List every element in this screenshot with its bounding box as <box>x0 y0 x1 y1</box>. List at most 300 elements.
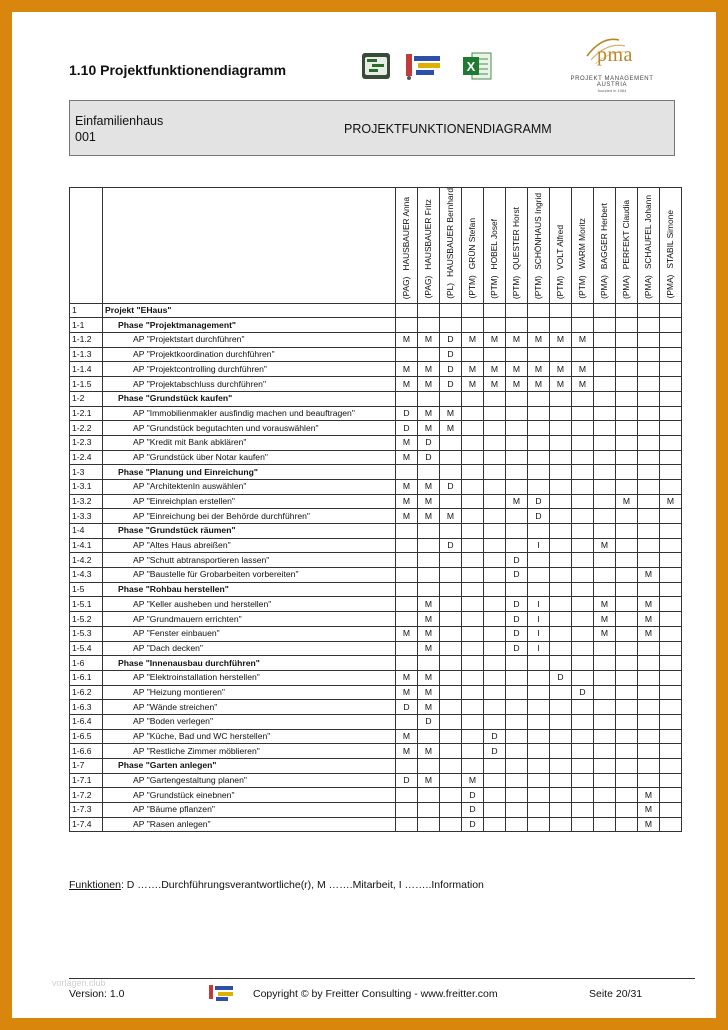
function-cell <box>418 347 440 362</box>
function-cell <box>440 435 462 450</box>
function-cell <box>638 582 660 597</box>
function-cell <box>660 391 682 406</box>
function-cell <box>660 303 682 318</box>
work-package-name: AP "Dach decken" <box>103 641 396 656</box>
function-cell <box>484 538 506 553</box>
function-cell <box>616 641 638 656</box>
row-id: 1-6.3 <box>70 700 103 715</box>
footer-page-number: Seite 20/31 <box>589 988 643 1000</box>
function-cell <box>396 597 418 612</box>
function-cell: M <box>396 362 418 377</box>
table-row <box>70 362 682 377</box>
function-cell <box>616 318 638 333</box>
person-role: (PMA) <box>643 275 653 299</box>
function-cell <box>484 817 506 832</box>
function-cell <box>440 553 462 568</box>
table-row <box>70 568 682 583</box>
project-name-cell: Projekt "EHaus" <box>103 303 396 318</box>
function-cell <box>594 509 616 524</box>
work-package-name: AP "Einreichung bei der Behörde durchführen" <box>103 509 396 524</box>
table-row <box>70 670 682 685</box>
row-id: 1-1.2 <box>70 333 103 348</box>
row-id: 1-4 <box>70 524 103 539</box>
function-cell <box>462 406 484 421</box>
function-cell: M <box>506 494 528 509</box>
function-cell: D <box>396 700 418 715</box>
function-cell <box>660 817 682 832</box>
function-cell <box>550 406 572 421</box>
person-role: (PAG) <box>401 276 411 299</box>
function-cell <box>528 670 550 685</box>
table-row <box>70 641 682 656</box>
function-cell <box>660 612 682 627</box>
table-row <box>70 582 682 597</box>
function-cell <box>638 494 660 509</box>
function-cell <box>594 714 616 729</box>
function-cell <box>616 391 638 406</box>
work-package-name: AP "Grundmauern errichten" <box>103 612 396 627</box>
function-cell <box>440 803 462 818</box>
function-cell <box>572 450 594 465</box>
person-role: (PTM) <box>489 275 499 299</box>
function-cell <box>572 421 594 436</box>
function-cell: M <box>594 597 616 612</box>
function-cell <box>638 421 660 436</box>
row-id: 1-5.4 <box>70 641 103 656</box>
function-cell <box>550 421 572 436</box>
function-cell <box>594 377 616 392</box>
work-package-name: AP "ArchitektenIn auswählen" <box>103 479 396 494</box>
function-cell <box>528 700 550 715</box>
row-id: 1-2.2 <box>70 421 103 436</box>
function-cell <box>638 729 660 744</box>
section-title: 1.10 Projektfunktionendiagramm <box>69 62 287 78</box>
function-cell <box>638 318 660 333</box>
person-header-7 <box>550 188 572 304</box>
function-cell: D <box>506 597 528 612</box>
function-diagram-table <box>69 187 682 832</box>
function-cell: D <box>396 773 418 788</box>
table-row <box>70 744 682 759</box>
function-cell: M <box>528 333 550 348</box>
function-cell <box>506 773 528 788</box>
function-cell <box>528 303 550 318</box>
function-cell <box>528 788 550 803</box>
function-cell <box>594 582 616 597</box>
project-number: 001 <box>75 130 96 144</box>
function-cell <box>572 670 594 685</box>
function-cell <box>594 494 616 509</box>
function-cell: M <box>440 406 462 421</box>
function-cell <box>616 553 638 568</box>
function-cell <box>550 450 572 465</box>
function-cell <box>484 553 506 568</box>
table-row <box>70 597 682 612</box>
row-id: 1-2.3 <box>70 435 103 450</box>
function-cell: D <box>506 612 528 627</box>
function-cell <box>506 817 528 832</box>
function-cell <box>396 788 418 803</box>
function-cell: M <box>440 421 462 436</box>
person-label <box>484 219 505 299</box>
table-row <box>70 479 682 494</box>
function-cell <box>440 817 462 832</box>
function-cell <box>660 759 682 774</box>
function-cell <box>440 582 462 597</box>
function-cell <box>462 641 484 656</box>
function-cell: M <box>396 729 418 744</box>
function-cell: M <box>638 568 660 583</box>
function-cell <box>550 391 572 406</box>
person-role: (PTM) <box>577 275 587 299</box>
function-cell <box>462 685 484 700</box>
function-cell <box>638 714 660 729</box>
work-package-name: AP "Projektkoordination durchführen" <box>103 347 396 362</box>
function-cell <box>396 759 418 774</box>
table-body <box>70 303 682 832</box>
function-cell <box>462 612 484 627</box>
row-id: 1-3.1 <box>70 479 103 494</box>
function-cell <box>528 318 550 333</box>
function-cell <box>462 465 484 480</box>
function-cell <box>616 626 638 641</box>
function-cell <box>660 700 682 715</box>
function-cell <box>418 729 440 744</box>
function-cell <box>462 700 484 715</box>
function-cell: M <box>572 362 594 377</box>
person-label <box>572 218 593 299</box>
function-cell: M <box>462 377 484 392</box>
function-cell <box>616 759 638 774</box>
row-id: 1-3 <box>70 465 103 480</box>
watermark: vorlagen.club <box>52 978 106 988</box>
person-header-8 <box>572 188 594 304</box>
function-cell <box>550 303 572 318</box>
function-cell <box>572 494 594 509</box>
function-cell <box>638 759 660 774</box>
row-id: 1-2 <box>70 391 103 406</box>
function-cell <box>594 656 616 671</box>
function-cell: M <box>396 744 418 759</box>
logo-wordmark: pma <box>597 44 633 66</box>
person-label <box>594 203 615 299</box>
function-cell <box>660 450 682 465</box>
table-row <box>70 391 682 406</box>
function-cell <box>594 641 616 656</box>
row-id: 1-2.1 <box>70 406 103 421</box>
table-row <box>70 685 682 700</box>
person-label <box>396 197 417 299</box>
function-cell: M <box>418 333 440 348</box>
function-cell <box>396 714 418 729</box>
function-cell <box>528 744 550 759</box>
function-cell <box>572 773 594 788</box>
function-cell <box>528 406 550 421</box>
function-cell <box>440 641 462 656</box>
function-cell <box>594 524 616 539</box>
function-cell <box>660 597 682 612</box>
function-cell <box>572 597 594 612</box>
work-package-name: AP "Restliche Zimmer möblieren" <box>103 744 396 759</box>
table-row <box>70 333 682 348</box>
function-cell <box>506 803 528 818</box>
function-cell <box>396 641 418 656</box>
header-name-cell <box>103 188 396 304</box>
function-cell <box>660 685 682 700</box>
function-cell: D <box>528 509 550 524</box>
function-cell: D <box>462 817 484 832</box>
function-cell <box>396 391 418 406</box>
function-cell <box>594 685 616 700</box>
function-cell <box>528 553 550 568</box>
person-label <box>462 218 483 298</box>
header-id-cell <box>70 188 103 304</box>
person-label <box>616 200 637 299</box>
function-cell <box>594 333 616 348</box>
function-cell <box>616 612 638 627</box>
function-cell <box>594 479 616 494</box>
function-cell <box>660 744 682 759</box>
function-cell: M <box>528 377 550 392</box>
work-package-name: AP "Projektstart durchführen" <box>103 333 396 348</box>
function-cell <box>594 391 616 406</box>
function-cell <box>594 347 616 362</box>
function-cell <box>594 421 616 436</box>
function-cell: D <box>440 479 462 494</box>
function-cell <box>484 303 506 318</box>
function-cell <box>550 347 572 362</box>
function-cell <box>484 568 506 583</box>
function-cell <box>616 582 638 597</box>
function-cell <box>484 612 506 627</box>
function-cell: D <box>418 435 440 450</box>
person-role: (PAG) <box>423 276 433 299</box>
function-cell <box>506 509 528 524</box>
function-cell <box>506 406 528 421</box>
project-info <box>75 113 163 145</box>
function-cell: D <box>418 714 440 729</box>
function-cell <box>594 803 616 818</box>
function-cell <box>484 656 506 671</box>
table-row <box>70 656 682 671</box>
function-cell <box>572 347 594 362</box>
function-cell <box>594 318 616 333</box>
work-package-name: AP "Keller ausheben und herstellen" <box>103 597 396 612</box>
function-cell: M <box>396 435 418 450</box>
function-cell <box>638 641 660 656</box>
person-name: SCHÖNHAUS Ingrid <box>533 192 543 270</box>
function-cell <box>550 318 572 333</box>
phase-name: Phase "Rohbau herstellen" <box>103 582 396 597</box>
work-package-name: AP "Bäume pflanzen" <box>103 803 396 818</box>
function-cell <box>594 670 616 685</box>
function-cell <box>396 656 418 671</box>
person-role: (PTM) <box>555 275 565 299</box>
function-cell <box>616 538 638 553</box>
function-cell <box>550 465 572 480</box>
row-id: 1-6.6 <box>70 744 103 759</box>
table-row <box>70 347 682 362</box>
function-cell: D <box>528 494 550 509</box>
table-row <box>70 538 682 553</box>
function-cell: M <box>638 612 660 627</box>
function-cell <box>660 524 682 539</box>
function-cell <box>484 788 506 803</box>
row-id: 1-6.5 <box>70 729 103 744</box>
function-cell <box>506 450 528 465</box>
row-id: 1-4.3 <box>70 568 103 583</box>
function-cell: M <box>550 333 572 348</box>
function-cell <box>528 435 550 450</box>
function-cell: D <box>440 538 462 553</box>
function-cell <box>616 465 638 480</box>
function-cell <box>572 538 594 553</box>
function-cell <box>660 641 682 656</box>
function-cell <box>506 421 528 436</box>
function-cell <box>638 362 660 377</box>
function-cell <box>572 406 594 421</box>
table-row <box>70 318 682 333</box>
function-cell <box>616 773 638 788</box>
row-id: 1-3.2 <box>70 494 103 509</box>
function-cell: M <box>506 362 528 377</box>
function-cell <box>528 450 550 465</box>
function-cell <box>550 568 572 583</box>
table-row <box>70 700 682 715</box>
table-row <box>70 524 682 539</box>
person-header-12 <box>660 188 682 304</box>
function-cell <box>462 597 484 612</box>
person-name: BAGGER Herbert <box>599 202 609 269</box>
function-cell <box>616 509 638 524</box>
function-cell <box>616 670 638 685</box>
function-cell <box>440 759 462 774</box>
function-cell <box>572 568 594 583</box>
function-cell: M <box>484 333 506 348</box>
table-row <box>70 494 682 509</box>
function-cell <box>528 759 550 774</box>
logo-founded: founded in 1984 <box>597 88 627 93</box>
function-cell: M <box>594 538 616 553</box>
function-cell <box>616 421 638 436</box>
function-cell <box>572 759 594 774</box>
function-cell: I <box>528 612 550 627</box>
function-cell <box>594 773 616 788</box>
function-cell <box>528 479 550 494</box>
function-cell <box>660 568 682 583</box>
function-cell <box>572 553 594 568</box>
function-cell <box>660 479 682 494</box>
table-row <box>70 817 682 832</box>
function-cell <box>594 788 616 803</box>
function-cell <box>462 303 484 318</box>
function-cell <box>616 744 638 759</box>
phase-name: Phase "Grundstück räumen" <box>103 524 396 539</box>
function-cell <box>660 509 682 524</box>
function-cell: M <box>528 362 550 377</box>
person-name: HAUSBAUER Bernhard <box>445 188 455 277</box>
person-label <box>550 225 571 299</box>
function-cell <box>484 685 506 700</box>
function-cell <box>660 538 682 553</box>
work-package-name: AP "Kredit mit Bank abklären" <box>103 435 396 450</box>
function-cell: M <box>594 626 616 641</box>
function-cell <box>528 347 550 362</box>
function-cell <box>660 553 682 568</box>
row-id: 1-5.2 <box>70 612 103 627</box>
function-cell <box>440 670 462 685</box>
function-cell <box>396 817 418 832</box>
function-cell <box>484 494 506 509</box>
function-cell: M <box>418 406 440 421</box>
function-cell: M <box>418 509 440 524</box>
row-id: 1-4.2 <box>70 553 103 568</box>
function-cell <box>440 303 462 318</box>
function-cell <box>506 479 528 494</box>
function-cell <box>418 803 440 818</box>
person-label <box>418 199 439 298</box>
function-cell <box>550 700 572 715</box>
row-id: 1-6 <box>70 656 103 671</box>
person-label <box>528 193 549 299</box>
function-cell <box>484 524 506 539</box>
function-cell <box>528 656 550 671</box>
function-cell <box>484 465 506 480</box>
function-cell <box>396 568 418 583</box>
function-cell <box>594 406 616 421</box>
function-cell <box>462 626 484 641</box>
function-cell: M <box>572 333 594 348</box>
function-cell <box>550 597 572 612</box>
function-cell <box>594 729 616 744</box>
function-cell: M <box>396 450 418 465</box>
excel-icon <box>461 50 493 82</box>
function-cell: D <box>506 568 528 583</box>
person-header-0 <box>396 188 418 304</box>
function-cell <box>550 494 572 509</box>
person-label <box>660 210 681 298</box>
function-cell <box>550 641 572 656</box>
function-cell <box>550 685 572 700</box>
person-header-10 <box>616 188 638 304</box>
row-id: 1-7.1 <box>70 773 103 788</box>
function-cell <box>506 744 528 759</box>
function-cell <box>594 700 616 715</box>
function-cell <box>638 685 660 700</box>
project-name: Einfamilienhaus <box>75 114 164 128</box>
function-cell <box>638 670 660 685</box>
function-cell: D <box>506 553 528 568</box>
function-cell: M <box>396 509 418 524</box>
function-cell <box>484 714 506 729</box>
function-cell <box>440 494 462 509</box>
function-cell <box>418 538 440 553</box>
function-cell: M <box>418 362 440 377</box>
function-cell: M <box>638 626 660 641</box>
function-cell <box>638 524 660 539</box>
function-cell: M <box>484 377 506 392</box>
function-cell <box>616 347 638 362</box>
footer-version: Version: 1.0 <box>69 988 125 1000</box>
function-cell: D <box>462 803 484 818</box>
phase-name: Phase "Planung und Einreichung" <box>103 465 396 480</box>
work-package-name: AP "Grundstück einebnen" <box>103 788 396 803</box>
function-cell: D <box>418 450 440 465</box>
function-cell <box>638 465 660 480</box>
function-cell <box>550 524 572 539</box>
function-cell <box>484 582 506 597</box>
function-cell: M <box>418 377 440 392</box>
